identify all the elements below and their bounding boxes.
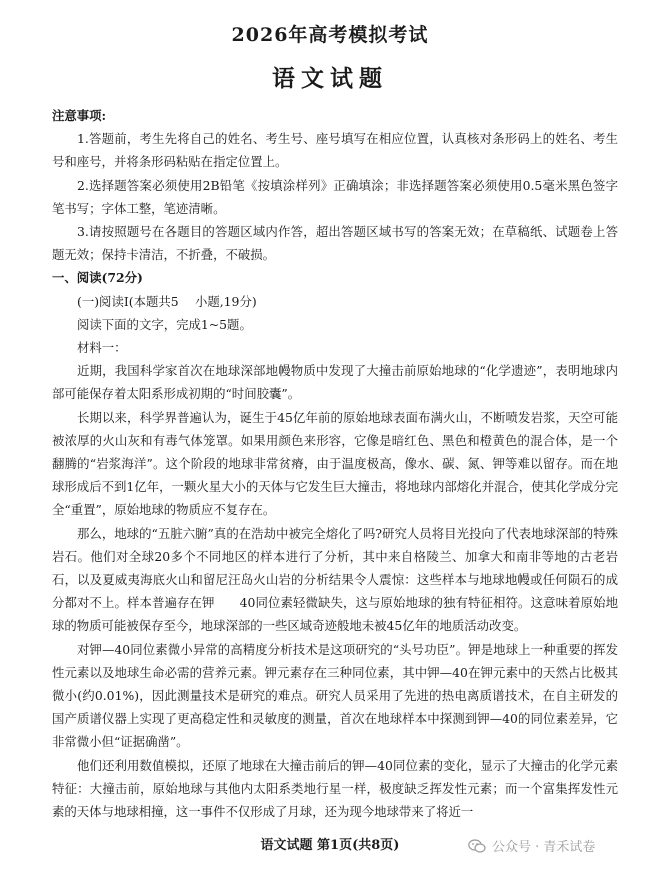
notes-heading: 注意事项: [52, 108, 107, 123]
paragraph-3: 那么，地球的“五脏六腑”真的在浩劫中被完全熔化了吗?研究人员将目光投向了代表地球深部的特殊岩石。他们对全球20多个不同地区的样本进行了分析，其中来自格陵兰、加拿大和南非等地的古老岩石，以及夏威夷海底火山和留尼汪岛火山岩的分析结果令人震惊：这些样本与地球地幔或任何陨石的成分都对不上。样本普遍存在钾 40同位素轻微缺失，这与原始地球的独有特征相符。这意味着原始地球的物质可能被保存至今，地球深部的一些区域奇迹般地未被45亿年的地质活动改变。 [52, 525, 618, 634]
section-sub-heading: (一)阅读I(本题共5 小题,19分) [77, 293, 257, 309]
section-instruction: 阅读下面的文字，完成1~5题。 [77, 316, 252, 332]
page-footer: 语文试题 第1页(共8页) [260, 838, 400, 853]
paragraph-4: 对钾—40同位素微小异常的高精度分析技术是这项研究的“头号功臣”。钾是地球上一种重要的挥发性元素以及地球生命必需的营养元素。钾元素存在三种同位素，其中钾—40在钾元素中的天然占比极其微小(约0.01%)，因此测量技术是研究的难点。研究人员采用了先进的热电离质谱技术，在自主研发的国产质谱仪器上实现了更高稳定性和灵敏度的测量，首次在地球样本中探测到钾—40的同位素差异，它非常微小但“证据确凿”。 [52, 641, 618, 750]
note-item-1: 1.答题前，考生先将自己的姓名、考生号、座号填写在相应位置，认真核对条形码上的姓名、考生号和座号，并将条形码粘贴在指定位置上。 [52, 131, 618, 170]
paragraph-5: 他们还利用数值模拟，还原了地球在大撞击前后的钾—40同位素的变化，显示了大撞击的化学元素特征：大撞击前，原始地球与其他内太阳系类地行星一样，极度缺乏挥发性元素；而一个富集挥发性元素的天体与地球相撞，这一事件不仅形成了月球，还为现今地球带来了将近一 [52, 757, 618, 820]
subject-title: 语文试题 [272, 65, 388, 92]
exam-title: 2026年高考模拟考试 [231, 24, 429, 46]
watermark [468, 836, 595, 855]
wechat-icon [468, 839, 486, 853]
material-label: 材料一： [77, 340, 127, 356]
exam-body [52, 104, 618, 823]
paragraph-2: 长期以来，科学界普遍认为，诞生于45亿年前的原始地球表面布满火山，不断喷发岩浆，天空可能被浓厚的火山灰和有毒气体笼罩。如果用颜色来形容，它像是暗红色、黑色和橙黄色的混合体，是一个翻腾的“岩浆海洋”。这个阶段的地球非常贫瘠，由于温度极高，像水、碳、氮、钾等难以留存。而在地球形成后不到1亿年，一颗火星大小的天体与它发生巨大撞击，将地球内部熔化并混合，使其化学成分完全“重置”，原始地球的物质应不复存在。 [52, 409, 618, 518]
note-item-2: 2.选择题答案必须使用2B铅笔《按填涂样列》正确填涂；非选择题答案必须使用0.5毫米黑色签字笔书写；字体工整，笔迹清晰。 [52, 177, 618, 216]
watermark-text: 公众号 · 青禾试卷 [492, 840, 596, 855]
paragraph-1: 近期，我国科学家首次在地球深部地幔物质中发现了大撞击前原始地球的“化学遗迹”，表明地球内部可能保存着太阳系形成初期的“时间胶囊”。 [52, 363, 618, 402]
section-heading: 一、阅读(72分) [52, 270, 143, 286]
note-item-3: 3.请按照题号在各题目的答题区域内作答，超出答题区域书写的答案无效；在草稿纸、试题卷上答题无效；保持卡清洁，不折叠，不破损。 [52, 224, 618, 263]
